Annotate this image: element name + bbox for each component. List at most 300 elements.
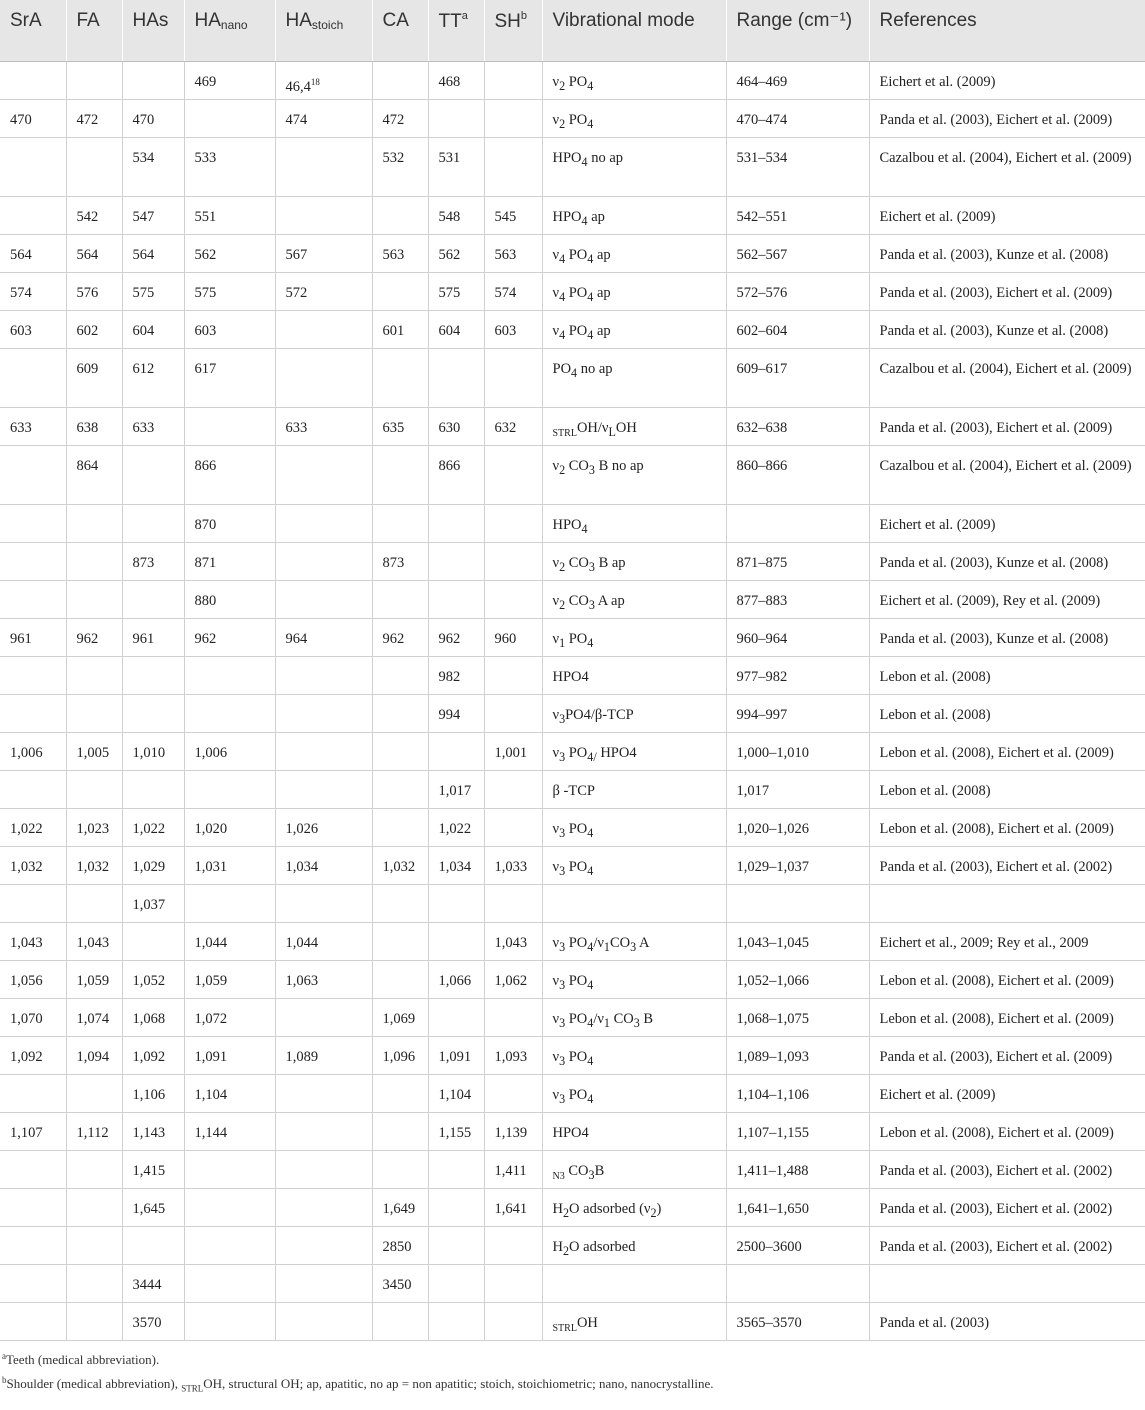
vibrational-mode-cell: $_{N3}$ $CO_3B$	[542, 1150, 726, 1188]
range-cell: 3565–3570	[726, 1302, 869, 1340]
range-cell: 531–534	[726, 137, 869, 196]
references-cell: Panda et al. (2003), Eichert et al. (2002)	[869, 1188, 1145, 1226]
table-cell: 1,010	[122, 732, 184, 770]
table-cell: 470	[0, 99, 66, 137]
table-cell: 1,032	[372, 846, 428, 884]
table-cell: 1,044	[184, 922, 275, 960]
table-row	[0, 808, 1145, 846]
table-cell	[0, 1302, 66, 1340]
table-cell: 604	[122, 310, 184, 348]
vibrational-mode-cell: $\nu_2$ $CO_3$ A ap	[542, 580, 726, 618]
table-cell	[0, 1188, 66, 1226]
vibrational-mode-cell: $H_2O$ adsorbed	[542, 1226, 726, 1264]
vibrational-mode-cell: $\nu_4$ $PO_4$ ap	[542, 310, 726, 348]
table-cell	[66, 770, 122, 808]
table-cell	[275, 1226, 372, 1264]
table-cell	[275, 732, 372, 770]
table-cell: 960	[484, 618, 542, 656]
vibrational-mode-cell: $\nu_3$ $PO_4$	[542, 1036, 726, 1074]
table-cell	[428, 1188, 484, 1226]
references-cell: Panda et al. (2003), Eichert et al. (2009)	[869, 272, 1145, 310]
table-row	[0, 1036, 1145, 1074]
references-cell: Panda et al. (2003), Eichert et al. (2002)	[869, 846, 1145, 884]
table-cell	[122, 61, 184, 99]
table-cell	[66, 61, 122, 99]
vibrational-mode-cell: HPO4	[542, 1112, 726, 1150]
table-cell	[484, 1226, 542, 1264]
table-cell	[0, 1150, 66, 1188]
table-cell	[275, 1264, 372, 1302]
table-cell	[122, 1226, 184, 1264]
table-cell	[66, 1074, 122, 1112]
table-cell	[428, 1150, 484, 1188]
references-cell: Lebon et al. (2008), Eichert et al. (2009)	[869, 732, 1145, 770]
table-cell	[372, 580, 428, 618]
table-row	[0, 61, 1145, 99]
table-cell	[275, 884, 372, 922]
table-cell: 1,026	[275, 808, 372, 846]
table-cell: 873	[372, 542, 428, 580]
table-cell	[0, 1264, 66, 1302]
table-cell	[0, 542, 66, 580]
table-cell: 472	[66, 99, 122, 137]
table-cell: 574	[0, 272, 66, 310]
table-cell	[184, 1188, 275, 1226]
table-cell: 1,649	[372, 1188, 428, 1226]
references-cell: Lebon et al. (2008)	[869, 656, 1145, 694]
table-cell	[122, 770, 184, 808]
table-row	[0, 1264, 1145, 1302]
table-row	[0, 1150, 1145, 1188]
references-cell: Panda et al. (2003), Eichert et al. (2009)	[869, 1036, 1145, 1074]
vibrational-mode-cell: $\nu_3$ $PO_4$	[542, 1074, 726, 1112]
table-row	[0, 618, 1145, 656]
table-cell: 1,023	[66, 808, 122, 846]
column-header: $TT^a$	[428, 0, 484, 61]
table-cell	[0, 656, 66, 694]
table-row	[0, 1074, 1145, 1112]
table-cell: 1,059	[66, 960, 122, 998]
table-cell	[372, 348, 428, 407]
table-cell: 982	[428, 656, 484, 694]
table-cell: 1,074	[66, 998, 122, 1036]
table-cell	[184, 1226, 275, 1264]
table-cell: 633	[0, 407, 66, 445]
table-cell: 1,070	[0, 998, 66, 1036]
table-cell	[484, 99, 542, 137]
table-cell	[275, 1074, 372, 1112]
vibrational-mode-cell: $\nu_2$ $CO_3$ B no ap	[542, 445, 726, 504]
table-row	[0, 998, 1145, 1036]
table-cell	[372, 272, 428, 310]
table-row	[0, 234, 1145, 272]
table-cell: 3450	[372, 1264, 428, 1302]
range-cell: 572–576	[726, 272, 869, 310]
references-cell: Eichert et al. (2009)	[869, 1074, 1145, 1112]
table-cell	[484, 1302, 542, 1340]
table-cell	[484, 445, 542, 504]
table-cell	[484, 656, 542, 694]
table-cell: 871	[184, 542, 275, 580]
table-cell: 962	[428, 618, 484, 656]
references-cell: Panda et al. (2003), Kunze et al. (2008)	[869, 234, 1145, 272]
table-cell: 1,052	[122, 960, 184, 998]
references-cell: Lebon et al. (2008), Eichert et al. (2009)	[869, 960, 1145, 998]
references-cell: Panda et al. (2003), Kunze et al. (2008)	[869, 618, 1145, 656]
table-cell: 1,031	[184, 846, 275, 884]
table-cell	[428, 732, 484, 770]
table-cell: 1,029	[122, 846, 184, 884]
table-cell	[122, 580, 184, 618]
table-cell	[428, 1302, 484, 1340]
table-cell	[372, 1074, 428, 1112]
table-cell: 533	[184, 137, 275, 196]
range-cell: 877–883	[726, 580, 869, 618]
references-cell: Lebon et al. (2008)	[869, 694, 1145, 732]
table-cell	[372, 1112, 428, 1150]
vibrational-mode-cell: $\nu_3$ $PO_{4/}$ HPO4	[542, 732, 726, 770]
table-row	[0, 348, 1145, 407]
vibrational-mode-cell: $HPO_4$	[542, 504, 726, 542]
range-cell: 1,029–1,037	[726, 846, 869, 884]
table-cell	[184, 1150, 275, 1188]
header-row	[0, 0, 1145, 61]
table-cell: 962	[372, 618, 428, 656]
table-cell	[372, 694, 428, 732]
references-cell: Eichert et al., 2009; Rey et al., 2009	[869, 922, 1145, 960]
range-cell: 977–982	[726, 656, 869, 694]
table-row	[0, 1302, 1145, 1340]
table-cell: 617	[184, 348, 275, 407]
table-cell: 1,072	[184, 998, 275, 1036]
range-cell: 1,411–1,488	[726, 1150, 869, 1188]
table-cell	[484, 998, 542, 1036]
table-cell	[428, 348, 484, 407]
table-cell: 880	[184, 580, 275, 618]
table-cell	[0, 1226, 66, 1264]
table-row	[0, 770, 1145, 808]
table-cell: 1,144	[184, 1112, 275, 1150]
references-cell: Panda et al. (2003), Kunze et al. (2008)	[869, 542, 1145, 580]
table-cell: 469	[184, 61, 275, 99]
table-cell: 1,063	[275, 960, 372, 998]
table-cell: 576	[66, 272, 122, 310]
table-cell: 1,645	[122, 1188, 184, 1226]
table-cell: 1,139	[484, 1112, 542, 1150]
range-cell: 542–551	[726, 196, 869, 234]
vibrational-mode-cell: $\nu_1$ $PO_4$	[542, 618, 726, 656]
table-cell	[275, 504, 372, 542]
table-cell: 630	[428, 407, 484, 445]
table-cell: 1,107	[0, 1112, 66, 1150]
table-cell	[66, 580, 122, 618]
table-cell: 1,092	[0, 1036, 66, 1074]
range-cell: 1,089–1,093	[726, 1036, 869, 1074]
table-cell	[66, 884, 122, 922]
table-cell: 531	[428, 137, 484, 196]
table-cell: 3570	[122, 1302, 184, 1340]
table-cell: 1,411	[484, 1150, 542, 1188]
references-cell: Eichert et al. (2009)	[869, 61, 1145, 99]
table-cell	[372, 884, 428, 922]
table-cell: 575	[428, 272, 484, 310]
table-cell: 1,062	[484, 960, 542, 998]
table-cell: 633	[275, 407, 372, 445]
column-header: SrA	[0, 0, 66, 61]
range-cell: 470–474	[726, 99, 869, 137]
vibrational-mode-cell: $\nu_4$ $PO_4$ ap	[542, 234, 726, 272]
references-cell: Lebon et al. (2008), Eichert et al. (2009)	[869, 808, 1145, 846]
column-header: HAs	[122, 0, 184, 61]
footnote: $^a$Teeth (medical abbreviation).	[2, 1350, 160, 1367]
range-cell: 1,052–1,066	[726, 960, 869, 998]
table-cell	[484, 770, 542, 808]
references-cell	[869, 1264, 1145, 1302]
table-cell: 1,044	[275, 922, 372, 960]
table-cell: 1,092	[122, 1036, 184, 1074]
range-cell: 609–617	[726, 348, 869, 407]
table-cell	[428, 542, 484, 580]
table-cell: 1,069	[372, 998, 428, 1036]
table-cell	[372, 61, 428, 99]
table-cell: 604	[428, 310, 484, 348]
vibrational-mode-cell: $\nu_4$ $PO_4$ ap	[542, 272, 726, 310]
table-cell: 572	[275, 272, 372, 310]
table-cell	[0, 504, 66, 542]
table-cell: 1,068	[122, 998, 184, 1036]
range-cell: 1,017	[726, 770, 869, 808]
range-cell: 464–469	[726, 61, 869, 99]
references-cell: Lebon et al. (2008)	[869, 770, 1145, 808]
table-row	[0, 846, 1145, 884]
table-cell: 612	[122, 348, 184, 407]
table-cell: 562	[184, 234, 275, 272]
table-cell	[184, 656, 275, 694]
table-cell: 575	[122, 272, 184, 310]
table-cell	[484, 137, 542, 196]
table-row	[0, 445, 1145, 504]
table-cell	[0, 348, 66, 407]
table-cell	[0, 884, 66, 922]
range-cell	[726, 1264, 869, 1302]
table-cell: 602	[66, 310, 122, 348]
table-cell: 532	[372, 137, 428, 196]
references-cell: Panda et al. (2003), Eichert et al. (2009)	[869, 99, 1145, 137]
table-cell: 961	[122, 618, 184, 656]
table-cell: 1,143	[122, 1112, 184, 1150]
column-header: References	[869, 0, 1145, 61]
table-cell: 866	[184, 445, 275, 504]
table-cell: 1,091	[428, 1036, 484, 1074]
vibrational-mode-cell: $HPO_4$ ap	[542, 196, 726, 234]
table-cell	[484, 542, 542, 580]
table-cell: 870	[184, 504, 275, 542]
column-header: CA	[372, 0, 428, 61]
table-cell	[275, 348, 372, 407]
vibrational-mode-cell: $_{STRL}OH/\nu_LOH$	[542, 407, 726, 445]
table-cell: 567	[275, 234, 372, 272]
table-cell	[372, 196, 428, 234]
table-cell: 1,043	[66, 922, 122, 960]
table-row	[0, 196, 1145, 234]
references-cell: Cazalbou et al. (2004), Eichert et al. (2009)	[869, 445, 1145, 504]
table-cell: 1,112	[66, 1112, 122, 1150]
table-cell	[122, 504, 184, 542]
vibrational-mode-cell: $H_2O$ adsorbed $(\nu_2)$	[542, 1188, 726, 1226]
table-cell	[372, 732, 428, 770]
table-cell	[372, 1150, 428, 1188]
table-cell: 864	[66, 445, 122, 504]
vibrational-mode-cell: $\nu_3$ $PO_4$	[542, 960, 726, 998]
table-cell	[0, 770, 66, 808]
table-cell	[275, 656, 372, 694]
range-cell: 1,641–1,650	[726, 1188, 869, 1226]
column-header: $HA_{stoich}$	[275, 0, 372, 61]
column-header: $HA_{nano}$	[184, 0, 275, 61]
table-cell	[184, 694, 275, 732]
table-cell	[0, 445, 66, 504]
table-cell: 564	[66, 234, 122, 272]
range-cell: 602–604	[726, 310, 869, 348]
table-cell: 1,017	[428, 770, 484, 808]
table-row	[0, 1188, 1145, 1226]
table-body	[0, 61, 1145, 1340]
table-cell	[184, 1264, 275, 1302]
range-cell: 994–997	[726, 694, 869, 732]
table-cell	[372, 960, 428, 998]
references-cell: Eichert et al. (2009), Rey et al. (2009)	[869, 580, 1145, 618]
table-cell	[372, 808, 428, 846]
table-cell	[66, 1302, 122, 1340]
table-cell: 563	[372, 234, 428, 272]
table-cell	[275, 1150, 372, 1188]
table-row	[0, 960, 1145, 998]
table-cell: 1,089	[275, 1036, 372, 1074]
table-cell	[66, 1226, 122, 1264]
table-cell	[484, 808, 542, 846]
range-cell: 562–567	[726, 234, 869, 272]
table-cell	[0, 137, 66, 196]
table-cell: 1,104	[428, 1074, 484, 1112]
footnote: $^b$Shoulder (medical abbreviation), $_{STRL}$OH, structural OH; ap, apatitic, no ap = non apatitic; stoich, stoichiometric; nano, nanocrystalline.	[2, 1374, 714, 1394]
table-cell	[372, 922, 428, 960]
table-cell	[275, 445, 372, 504]
table-cell	[428, 884, 484, 922]
table-row	[0, 407, 1145, 445]
table-cell	[184, 99, 275, 137]
table-cell	[484, 1264, 542, 1302]
range-cell	[726, 884, 869, 922]
range-cell: 1,020–1,026	[726, 808, 869, 846]
column-header: $SH^b$	[484, 0, 542, 61]
table-cell: 866	[428, 445, 484, 504]
range-cell: 1,104–1,106	[726, 1074, 869, 1112]
table-cell	[275, 1112, 372, 1150]
table-cell: 1,001	[484, 732, 542, 770]
table-cell: 1,043	[0, 922, 66, 960]
vibrational-mode-cell: $PO_4$ no ap	[542, 348, 726, 407]
vibrational-mode-cell	[542, 1264, 726, 1302]
table-cell	[275, 310, 372, 348]
table-cell	[484, 1074, 542, 1112]
table-cell	[66, 542, 122, 580]
range-cell	[726, 504, 869, 542]
table-cell: 1,106	[122, 1074, 184, 1112]
table-cell: 470	[122, 99, 184, 137]
table-cell	[484, 348, 542, 407]
table-row	[0, 542, 1145, 580]
vibrational-mode-cell	[542, 884, 726, 922]
table-cell: 46,4$^{18}$	[275, 61, 372, 99]
table-cell: 3444	[122, 1264, 184, 1302]
table-cell	[66, 137, 122, 196]
table-cell: 545	[484, 196, 542, 234]
table-cell	[275, 137, 372, 196]
table-cell: 1,006	[184, 732, 275, 770]
table-cell	[275, 1302, 372, 1340]
range-cell: 871–875	[726, 542, 869, 580]
table-cell: 603	[0, 310, 66, 348]
table-cell	[484, 580, 542, 618]
range-cell: 860–866	[726, 445, 869, 504]
table-cell	[122, 445, 184, 504]
table-row	[0, 1112, 1145, 1150]
table-cell: 638	[66, 407, 122, 445]
range-cell: 960–964	[726, 618, 869, 656]
table-cell: 562	[428, 234, 484, 272]
references-cell: Panda et al. (2003), Kunze et al. (2008)	[869, 310, 1145, 348]
table-cell: 551	[184, 196, 275, 234]
table-cell	[184, 407, 275, 445]
table-cell: 1,096	[372, 1036, 428, 1074]
table-cell: 474	[275, 99, 372, 137]
table-row	[0, 884, 1145, 922]
table-cell	[184, 884, 275, 922]
table-cell	[275, 542, 372, 580]
vibrational-mode-cell: $_{STRL}$OH	[542, 1302, 726, 1340]
table-cell	[275, 580, 372, 618]
table-cell: 1,066	[428, 960, 484, 998]
table-row	[0, 1226, 1145, 1264]
table-cell	[275, 694, 372, 732]
table-cell	[428, 99, 484, 137]
table-cell: 542	[66, 196, 122, 234]
table-row	[0, 137, 1145, 196]
vibrational-mode-cell: $\nu_3$ $PO_4/\nu_1$ $CO_3$ B	[542, 998, 726, 1036]
vibrational-mode-cell: $\nu_3PO4/\beta$-TCP	[542, 694, 726, 732]
table-cell: 1,020	[184, 808, 275, 846]
table-cell	[66, 1150, 122, 1188]
references-cell: Lebon et al. (2008), Eichert et al. (2009)	[869, 1112, 1145, 1150]
table-cell	[372, 445, 428, 504]
table-cell	[275, 770, 372, 808]
table-cell	[372, 1302, 428, 1340]
table-cell	[0, 196, 66, 234]
table-cell: 468	[428, 61, 484, 99]
table-cell	[428, 504, 484, 542]
table-cell: 1,022	[428, 808, 484, 846]
table-cell: 635	[372, 407, 428, 445]
vibrational-mode-cell: $HPO_4$ no ap	[542, 137, 726, 196]
table-cell: 1,034	[275, 846, 372, 884]
references-cell: Panda et al. (2003), Eichert et al. (2009)	[869, 407, 1145, 445]
table-cell	[122, 656, 184, 694]
table-cell: 1,059	[184, 960, 275, 998]
table-row	[0, 310, 1145, 348]
table-cell	[428, 580, 484, 618]
table-cell	[0, 694, 66, 732]
table-cell: 603	[484, 310, 542, 348]
